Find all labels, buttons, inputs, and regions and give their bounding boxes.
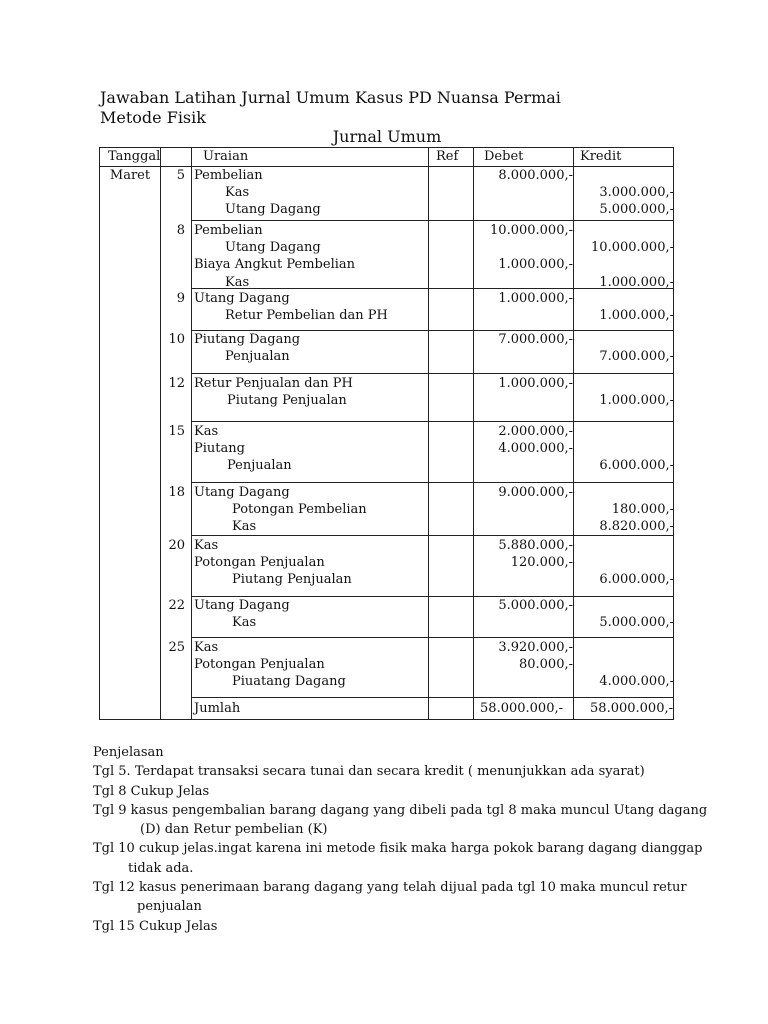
debet-amount: 120.000,- — [510, 555, 573, 571]
account-name: Penjualan — [227, 458, 292, 474]
kredit-amount: 7.000.000,- — [599, 349, 674, 365]
entry-date: 18 — [168, 485, 185, 500]
account-name: Pembelian — [194, 168, 263, 183]
kredit-amount: 10.000.000,- — [591, 240, 674, 256]
account-name: Utang Dagang — [194, 291, 290, 306]
entry-divider — [191, 637, 673, 638]
header-debet: Debet — [484, 149, 524, 164]
table-title: Jurnal Umum — [332, 127, 442, 146]
entry-date: 5 — [176, 168, 185, 183]
kredit-amount: 180.000,- — [611, 502, 674, 518]
month-label: Maret — [109, 168, 151, 183]
account-name: Kas — [194, 538, 219, 553]
debet-amount: 5.000.000,- — [498, 598, 573, 613]
account-name: Kas — [194, 640, 219, 655]
explanation-line: Tgl 8 Cukup Jelas — [93, 783, 210, 799]
account-name: Potongan Penjualan — [194, 657, 325, 673]
total-label: Jumlah — [194, 701, 241, 716]
debet-amount: 80.000,- — [518, 657, 573, 673]
kredit-amount: 1.000.000,- — [599, 274, 674, 290]
account-name: Utang Dagang — [225, 202, 321, 218]
column-divider — [573, 148, 574, 719]
account-name: Retur Pembelian dan PH — [225, 308, 388, 324]
total-debet: 58.000.000,- — [480, 701, 563, 716]
column-divider — [191, 148, 192, 719]
column-divider — [428, 148, 429, 719]
account-name: Utang Dagang — [194, 485, 290, 500]
journal-table — [99, 147, 674, 720]
entry-divider — [191, 288, 673, 289]
account-name: Pembelian — [194, 223, 263, 238]
explanation-line: Tgl 5. Terdapat transaksi secara tunai dan secara kredit ( menunjukkan ada syarat) — [93, 764, 645, 780]
explanation-line: Tgl 9 kasus pengembalian barang dagang yang dibeli pada tgl 8 maka muncul Utang dagang — [93, 802, 708, 818]
document-title: Jawaban Latihan Jurnal Umum Kasus PD Nuansa Permai — [100, 88, 561, 107]
kredit-amount: 6.000.000,- — [599, 458, 674, 474]
account-name: Potongan Pembelian — [232, 502, 367, 518]
header-tanggal: Tanggal — [108, 149, 161, 164]
account-name: Piutang Penjualan — [232, 572, 352, 588]
explanation-line: Tgl 12 kasus penerimaan barang dagang yang telah dijual pada tgl 10 maka muncul retur — [93, 880, 687, 896]
entry-divider — [191, 421, 673, 422]
entry-date: 22 — [168, 598, 185, 613]
entry-date: 20 — [168, 538, 185, 553]
debet-amount: 9.000.000,- — [498, 485, 573, 500]
entry-divider — [191, 373, 673, 374]
explanation-heading: Penjelasan — [93, 745, 164, 760]
total-kredit: 58.000.000,- — [590, 701, 673, 716]
entry-divider — [191, 482, 673, 483]
header-ref: Ref — [436, 149, 459, 164]
entry-date: 15 — [168, 424, 185, 439]
kredit-amount: 8.820.000,- — [599, 519, 674, 535]
account-name: Kas — [232, 615, 257, 631]
document-subtitle: Metode Fisik — [100, 108, 206, 127]
debet-amount: 3.920.000,- — [498, 640, 573, 655]
header-divider — [100, 166, 673, 167]
debet-amount: 7.000.000,- — [498, 332, 573, 347]
explanation-section — [93, 743, 733, 936]
entry-date: 12 — [168, 376, 185, 391]
debet-amount: 4.000.000,- — [498, 441, 573, 457]
account-name: Piutang Penjualan — [227, 393, 347, 409]
kredit-amount: 5.000.000,- — [599, 615, 674, 631]
debet-amount: 10.000.000,- — [490, 223, 573, 238]
account-name: Piutang Dagang — [194, 332, 301, 347]
entry-date: 25 — [168, 640, 185, 655]
explanation-line: Tgl 15 Cukup Jelas — [93, 918, 218, 934]
account-name: Utang Dagang — [225, 240, 321, 256]
debet-amount: 1.000.000,- — [498, 376, 573, 391]
account-name: Biaya Angkut Pembelian — [194, 257, 356, 273]
kredit-amount: 5.000.000,- — [599, 202, 674, 218]
entry-date: 9 — [176, 291, 185, 306]
account-name: Penjualan — [225, 349, 290, 365]
account-name: Kas — [225, 274, 250, 290]
account-name: Piutang — [194, 441, 245, 457]
account-name: Piuatang Dagang — [232, 674, 346, 690]
entry-divider — [191, 535, 673, 536]
entry-divider — [191, 220, 673, 221]
account-name: Utang Dagang — [194, 598, 290, 613]
explanation-line: Tgl 10 cukup jelas.ingat karena ini metode fisik maka harga pokok barang dagang dianggap — [93, 841, 703, 857]
header-kredit: Kredit — [580, 149, 622, 164]
kredit-amount: 3.000.000,- — [599, 185, 674, 201]
entry-date: 8 — [176, 223, 185, 238]
account-name: Retur Penjualan dan PH — [194, 376, 353, 391]
kredit-amount: 1.000.000,- — [599, 393, 674, 409]
debet-amount: 8.000.000,- — [498, 168, 573, 183]
debet-amount: 1.000.000,- — [498, 291, 573, 306]
account-name: Kas — [232, 519, 257, 535]
entry-divider — [191, 697, 673, 698]
account-name: Potongan Penjualan — [194, 555, 325, 571]
kredit-amount: 4.000.000,- — [599, 674, 674, 690]
header-uraian: Uraian — [203, 149, 249, 164]
debet-amount: 1.000.000,- — [498, 257, 573, 273]
kredit-amount: 1.000.000,- — [599, 308, 674, 324]
explanation-line: (D) dan Retur pembelian (K) — [140, 822, 328, 838]
debet-amount: 2.000.000,- — [498, 424, 573, 439]
account-name: Kas — [194, 424, 219, 439]
explanation-line: penjualan — [137, 899, 202, 915]
explanation-line: tidak ada. — [128, 860, 194, 876]
entry-date: 10 — [168, 332, 185, 347]
kredit-amount: 6.000.000,- — [599, 572, 674, 588]
debet-amount: 5.880.000,- — [498, 538, 573, 553]
account-name: Kas — [225, 185, 250, 201]
